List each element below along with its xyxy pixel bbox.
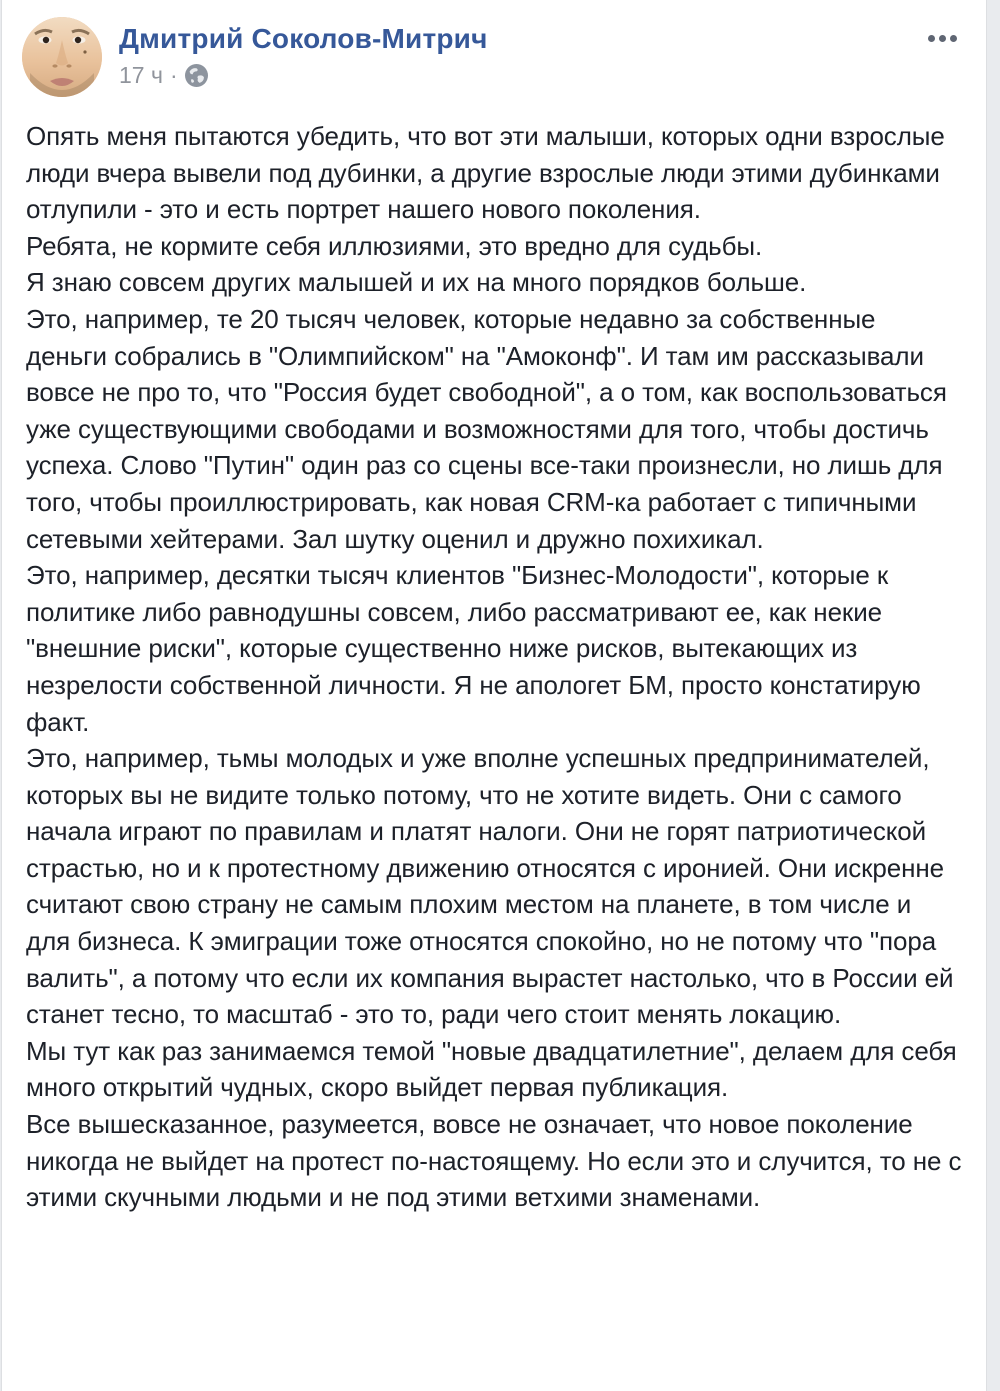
post-paragraph: Опять меня пытаются убедить, что вот эти малыши, которых одни взрослые люди вчера вывели под дубинки, а другие взрослые люди этими дубинками отлупили - это и есть портрет нашего нового поколения. (26, 121, 945, 225)
avatar-face-image (22, 17, 102, 97)
timestamp[interactable]: 17 ч (119, 62, 163, 88)
meta-separator: · (169, 62, 178, 88)
post-paragraph: Ребята, не кормите себя иллюзиями, это вредно для судьбы. (26, 230, 763, 261)
header-texts (119, 17, 488, 88)
post-paragraph: Это, например, десятки тысяч клиентов "Бизнес-Молодости", которые к политике либо равнодушны совсем, либо рассматривают ее, как некие "внешние риски", которые существенно ниже рисков, вытекающих из незрелости собственной личности. Я не апологет БМ, просто констатирую факт. (26, 560, 921, 737)
post-paragraph: Это, например, тьмы молодых и уже вполне успешных предпринимателей, которых вы не видите только потому, что не хотите видеть. Они с самого начала играют по правилам и платят налоги. Они не горят патриотической страстью, но и к протестному движению относятся с иронией. Они искренне считают свою страну не самым плохим местом на планете, в том числе и для бизнеса. К эмиграции тоже относятся спокойно, но не потому что "пора валить", а потому что если их компания вырастет настолько, что в России ей станет тесно, то масштаб - это то, ради чего стоит менять локацию. (26, 743, 954, 1030)
post-paragraph: Это, например, те 20 тысяч человек, которые недавно за собственные деньги собрались в "Олимпийском" на "Амоконф". И там им рассказывали вовсе не про то, что "Россия будет свободной", а о том, как воспользоваться уже существующими свободами и возможностями для того, чтобы достичь успеха. Слово "Путин" один раз со сцены все-таки произнесли, но лишь для того, чтобы проиллюстрировать, как новая CRM-ка работает с типичными сетевыми хейтерами. Зал шутку оценил и дружно похихикал. (26, 303, 947, 554)
post-meta (119, 62, 488, 88)
post-paragraph: Все вышесказанное, разумеется, вовсе не означает, что новое поколение никогда не выйдет на протест по-настоящему. Но если это и случится, то не с этими скучными людьми и не под этими ветхими знаменами. (26, 1109, 962, 1213)
author-name-link[interactable]: Дмитрий Соколов-Митрич (119, 23, 488, 54)
globe-icon (185, 64, 208, 87)
post-header (2, 0, 986, 97)
post-text (2, 97, 986, 1216)
post-paragraph: Я знаю совсем других малышей и их на много порядков больше. (26, 267, 807, 298)
ellipsis-icon (928, 35, 935, 42)
more-options-button[interactable] (920, 26, 964, 50)
post-card (1, 0, 987, 1391)
avatar[interactable] (22, 17, 102, 97)
post-paragraph: Мы тут как раз занимаемся темой "новые двадцатилетние", делаем для себя много открытий чудных, скоро выйдет первая публикация. (26, 1035, 957, 1103)
